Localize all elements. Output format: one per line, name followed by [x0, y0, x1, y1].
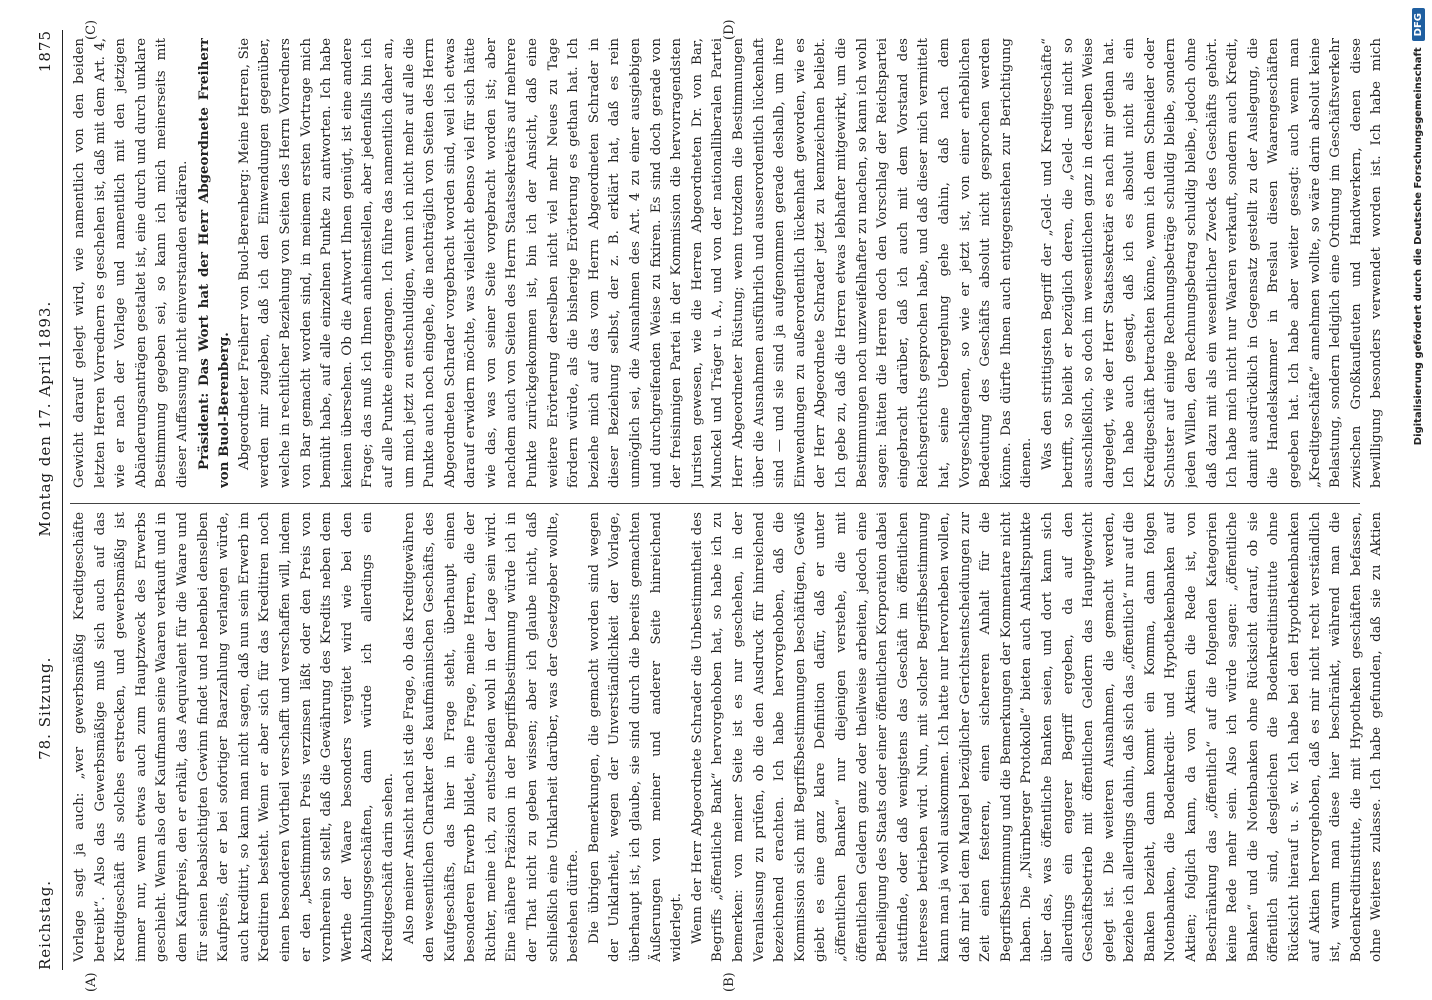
- header-page-number: 1875: [36, 30, 54, 73]
- margin-marker-c: (C): [84, 19, 99, 40]
- left-paragraph: Vorlage sagt ja auch: „wer gewerbsmäßig Kreditgeschäfte betreibt“. Also das Gewerbsmäßige muß sich auch auf das Kreditgeschäft als solches erstrecken, und gewerbsmäßig ist immer nur, wenn etwas auch zum Hauptzweck des Erwerbs geschieht. Wenn also der Kaufmann seine Waaren verkauft und in dem Kaufpreis, den er erhält, das Aequivalent für die Waare und für seinen beabsichtigten Gewinn findet und nebenbei denselben Kaufpreis, der er bei sofortiger Baarzahlung verlangen würde, auch kreditirt, so kann man nicht sagen, daß nun sein Erwerb im Kreditiren besteht. Wenn er aber sich für das Kreditiren noch einen besonderen Vortheil verschafft und verschaffen will, indem er den „bestimmten Preis verzinsen läßt oder den Preis von vornherein so stellt, daß die Gewährung des Kredits neben dem Werthe der Waare besonders vergütet wird wie bei den Abzahlungsgeschäften, dann würde ich allerdings ein Kreditgeschäft darin sehen.: [72, 512, 396, 962]
- column-right: [70, 38, 1390, 488]
- digitization-note: Digitalisierung gefördert durch die Deutsche Forschungsgemeinschaft: [1412, 47, 1424, 446]
- header-title: Reichstag.: [36, 879, 54, 970]
- dfg-logo: DFG: [1412, 8, 1425, 41]
- margin-marker-a: (A): [84, 972, 99, 992]
- page-header: [28, 30, 63, 970]
- header-session: 78. Sitzung.: [36, 656, 54, 760]
- right-paragraph: Abgeordneter Freiherr von Buol-Berenberg: Meine Herren, Sie werden mir zugeben, daß ich den Einwendungen gegenüber, welche in rechtlicher Beziehung von Seiten des Herrn Vorredners von Bar gemacht worden sind, in meinem ersten Vortrage mich bemüht habe, auf alle einzelnen Punkte zu antworten. Ich habe keinen übersehen. Ob die Antwort Ihnen genügt, ist eine andere Frage; das muß ich Ihnen anheimstellen, aber jedenfalls bin ich auf alle Punkte eingegangen. Ich führe das namentlich daher an, um mich jetzt zu entschuldigen, wenn ich nicht mehr auf alle die Punkte auch noch eingehe, die nachträglich von Seiten des Herrn Abgeordneten Schrader vorgebracht worden sind, weil ich etwas darauf erwidern möchte, was vielleicht ebenso viel für sich hätte wie das, was von seiner Seite vorgebracht worden ist; aber nachdem auch von Seiten des Herrn Staatssekretärs auf mehrere Punkte zurückgekommen ist, bin ich der Ansicht, daß eine weitere Erörterung derselben nicht viel mehr Neues zu Tage fördern würde, als die bisherige Erörterung es gethan hat. Ich beziehe mich auf das vom Herrn Abgeordneten Schrader in dieser Beziehung selbst, der z. B. erklärt hat, daß es rein unmöglich sei, die Ausnahmen des Art. 4 zu einer ausgiebigen und durchgreifenden Weise zu fixiren. Es sind doch gerade von der freisinnigen Partei in der Kommission die hervorragendsten Juristen gewesen, wie die Herren Abgeordneten Dr. von Bar, Munckel und Träger u. A., und von der nationalliberalen Partei Herr Abgeordneter Rüstung; wenn trotzdem die Bestimmungen über die Ausnahmen ausführlich und ausserordentlich lückenhaft sind — und sie sind ja aufgenommen gerade deshalb, um ihre Einwendungen zu außerordentlich lückenhaft geworden, wie es der Herr Abgeordnete Schrader jetzt zu kennzeichnen beliebt. Ich gebe zu, daß die Herren etwas lebhafter mitgewirkt, um die Bestimmungen noch unzweifelhafter zu machen, so kann ich wohl sagen: hätten die Herren doch den Vorschlag der Reichspartei eingebracht darüber, daß ich auch mit dem Vorstand des Reichsgerichts gesprochen habe, und daß dieser mich vermittelt hat, seine Uebergehung gehe dahin, daß nach dem Vorgeschlagenen, so wie er jetzt ist, von einer erheblichen Bedeutung des Geschäfts absolut nicht gesprochen werden könne. Das dürfte Ihnen auch entgegenstehen zur Berichtigung dienen.: [236, 38, 1035, 488]
- margin-marker-d: (D): [722, 19, 737, 40]
- dfg-text: [1408, 8, 1428, 996]
- left-paragraph: Die übrigen Bemerkungen, die gemacht worden sind wegen der Unklarheit, wegen der Unverständlichkeit der Vorlage, überhaupt ist, ich glaube, sie sind durch die bereits gemachten Äußerungen von meiner und anderer Seite hinreichend widerlegt.: [586, 512, 685, 962]
- header-left: [36, 301, 54, 970]
- dfg-sidebar: [1408, 8, 1428, 996]
- right-paragraph-president: Präsident: Das Wort hat der Herr Abgeordnete Freiherr von Buol-Berenberg.: [195, 38, 233, 488]
- rotated-page: [22, 0, 1410, 1000]
- column-divider: [70, 503, 1360, 504]
- left-paragraph: Also meiner Ansicht nach ist die Frage, ob das Kreditgewähren den wesentlichen Charakter des kaufmännischen Geschäfts, des Kaufgeschäfts, das hier in Frage steht, überhaupt einen besonderen Erwerb bildet, eine Frage, meine Herren, die der Richter, meine ich, zu entscheiden wohl in der Lage sein wird. Eine nähere Präzision in der Begriffsbestimmung würde ich in der That nicht zu geben wissen; aber ich glaube nicht, daß schließlich eine Unklarheit darüber, was der Gesetzgeber wollte, bestehen dürfte.: [401, 512, 582, 962]
- margin-marker-b: (B): [722, 972, 737, 992]
- right-paragraph: Was den strittigsten Begriff der „Geld- und Kreditgeschäfte“ betrifft, so bleibt er bezüglich deren, die „Geld- und nicht so ausschließlich, so doch im wesentlichen ganz in derselben Weise dargelegt, wie der Herr Staatssekretär es nach mir gethan hat. Ich habe auch gesagt, daß ich es absolut nicht als ein Kreditgeschäft betrachten könne, wenn ich dem Schneider oder Schuster auf einige Rechnungsbeträge schuldig bleibe, sondern jeden Willen, den Rechnungsbetrag schuldig bleibe, jedoch ohne daß dazu mit als ein wesentlicher Zweck des Geschäfts gehört. Ich habe mich nicht nur Waaren verkauft, sondern auch Kredit, damit ausdrücklich in Gegensatz gestellt zu der Auslegung, die die Handelskammer in Breslau diesen Waarengeschäften gegeben hat. Ich habe aber weiter gesagt: auch wenn man „Kreditgeschäfte“ annehmen wollte, so wäre darin absolut keine Belastung, sondern lediglich eine Ordnung im Geschäftsverkehr zwischen Großkaufleuten und Handwerkern, denen diese bewilligung besonders verwendet worden ist. Ich habe mich: [1039, 38, 1385, 488]
- right-paragraph: Gewicht darauf gelegt wird, wie namentlich von den beiden letzten Herren Vorrednern es geschehen ist, daß mit dem Art. 4, wie er nach der Vorlage und namentlich mit den jetzigen Abänderungsanträgen gestaltet ist, eine durch und durch unklare Bestimmung gegeben sei, so kann ich mich meinerseits mit dieser Auffassung nicht einverstanden erklären.: [72, 38, 190, 488]
- column-left: [70, 512, 1390, 962]
- header-date: Montag den 17. April 1893.: [36, 300, 54, 537]
- left-paragraph: Wenn der Herr Abgeordnete Schrader die Unbestimmtheit des Begriffs „öffentliche Bank“ hervorgehoben hat, so habe ich zu bemerken: von meiner Seite ist es nur geschehen, in der Veranlassung zu prüfen, ob die den Ausdruck für hinreichend bezeichnend erachten. Ich habe hervorgehoben, daß die Kommission sich mit Begriffsbestimmungen beschäftigen, Gewiß giebt es eine ganz klare Definition dafür, daß er unter „öffentlichen Banken“ nur diejenigen verstehe, die mit öffentlichen Geldern ganz oder theilweise arbeiten, jedoch eine Betheiligung des Staats oder einer öffentlichen Korporation dabei stattfinde, oder daß wenigstens das Geschäft im öffentlichen Interesse betrieben wird. Nun, mit solcher Begriffsbestimmung kann man ja wohl auskommen. Ich hatte nur hervorheben wollen, daß mir bei dem Mangel bezüglicher Gerichtsentscheidungen zur Zeit einen festeren, einen sichereren Anhalt für die Begriffsbestimmung und die Bemerkungen der Kommentare nicht haben. Die „Nürnberger Protokolle“ bieten auch Anhaltspunkte über das, was öffentliche Banken seien, und dort kann sich allerdings ein engerer Begriff ergeben, da auf den Geschäftsbetrieb mit öffentlichen Geldern das Hauptgewicht gelegt ist. Die weiteren Ausnahmen, die gemacht werden, beziehe ich allerdings dahin, daß sich das „öffentlich“ nur auf die Banken bezieht, dann kommt ein Komma, dann folgen Notenbanken, die Bodenkredit- und Hypothekenbanken auf Aktien; folglich kann, da von Aktien die Rede ist, von Beschränkung das „öffentlich“ auf die folgenden Kategorien keine Rede mehr sein. Also ich würde sagen: „öffentliche Banken“ und die Notenbanken ohne Rücksicht darauf, ob sie öffentlich sind, desgleichen die Bodenkreditinstitute ohne Rücksicht hierauf u. s. w. Ich habe bei den Hypothekenbanken auf Aktien hervorgehoben, daß es mir nicht recht verständlich ist, warum man diese hier beschränkt, während man die Bodenkreditinstitute, die mit Hypotheken geschäften befassen, ohne Weiteres zulasse. Ich habe gefunden, daß sie zu Aktien: [689, 512, 1385, 962]
